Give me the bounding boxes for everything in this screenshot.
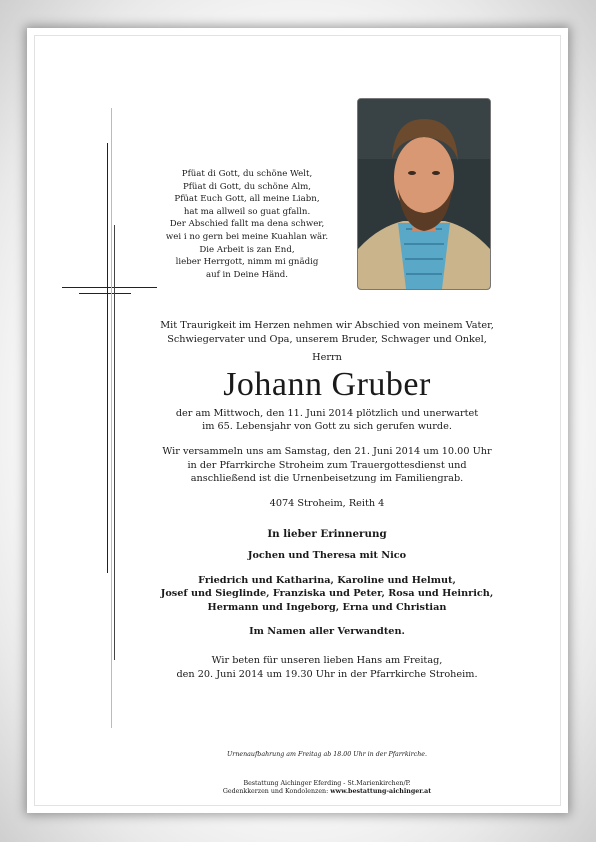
poem-line: Die Arbeit is zan End, <box>199 244 295 255</box>
poem-line: Der Abschied fallt ma dena schwer, <box>169 219 325 230</box>
poem <box>147 168 347 281</box>
family-line: Friedrich und Katharina, Karoline und Helmut, <box>198 574 456 586</box>
cross-vertical-bar <box>107 143 108 573</box>
death-line: im 65. Lebensjahr von Gott zu sich gerufen wurde. <box>202 421 452 433</box>
address: 4074 Stroheim, Reith 4 <box>269 497 385 509</box>
family-immediate: Jochen und Theresa mit Nico <box>247 549 407 561</box>
poem-line: Pfüat di Gott, du schöne Alm, <box>182 181 312 192</box>
poem-line: lieber Herrgott, nimm mi gnädig <box>175 257 319 268</box>
relatives-line: Im Namen aller Verwandten. <box>249 626 405 638</box>
undertaker-contact <box>127 788 527 796</box>
prayer-line: Wir beten für unseren lieben Hans am Freitag, <box>211 654 443 666</box>
cross-horizontal-bar <box>62 287 157 288</box>
poem-line: Pfüat Euch Gott, all meine Liabn, <box>174 194 320 205</box>
portrait-photo <box>357 98 491 290</box>
poem-line: auf in Deine Händ. <box>205 269 289 280</box>
left-rule <box>114 225 115 660</box>
footnote: Urnenaufbahrung am Freitag ab 18.00 Uhr in der Pfarrkirche. <box>227 751 427 758</box>
undertaker-name: Bestattung Aichinger Eferding - St.Marienkirchen/P. <box>243 780 411 787</box>
left-rule-thin <box>111 108 112 728</box>
undertaker-info <box>127 780 527 796</box>
obituary-card <box>27 28 568 813</box>
undertaker-contact-label: Gedenkkerzen und Kondolenzen: <box>222 788 331 795</box>
service-line: in der Pfarrkirche Stroheim zum Trauergottesdienst und <box>187 459 467 471</box>
service-line: anschließend ist die Urnenbeisetzung im Familiengrab. <box>190 473 464 485</box>
poem-line: hat ma allweil so guat gfalln. <box>183 206 311 217</box>
deceased-name: Johann Gruber <box>223 365 431 403</box>
family-line: Hermann und Ingeborg, Erna und Christian <box>207 601 447 613</box>
portrait-illustration <box>358 99 490 289</box>
main-text <box>127 319 527 681</box>
undertaker-website-link[interactable]: www.bestattung-aichinger.at <box>330 788 432 795</box>
service-line: Wir versammeln uns am Samstag, den 21. Juni 2014 um 10.00 Uhr <box>162 445 492 457</box>
memory-heading: In lieber Erinnerung <box>267 528 387 541</box>
poem-line: Pfüat di Gott, du schöne Welt, <box>181 169 313 179</box>
salutation: Herrn <box>312 352 342 364</box>
intro-line: Mit Traurigkeit im Herzen nehmen wir Abschied von meinem Vater, <box>160 320 494 331</box>
prayer-line: den 20. Juni 2014 um 19.30 Uhr in der Pfarrkirche Stroheim. <box>176 668 478 680</box>
intro-line: Schwiegervater und Opa, unserem Bruder, Schwager und Onkel, <box>167 333 487 345</box>
poem-line: wei i no gern bei meine Kuahlan wär. <box>165 231 329 242</box>
family-line: Josef und Sieglinde, Franziska und Peter, Rosa und Heinrich, <box>160 588 494 600</box>
cross-inner-bar <box>79 293 131 294</box>
death-line: der am Mittwoch, den 11. Juni 2014 plötzlich und unerwartet <box>175 407 479 419</box>
